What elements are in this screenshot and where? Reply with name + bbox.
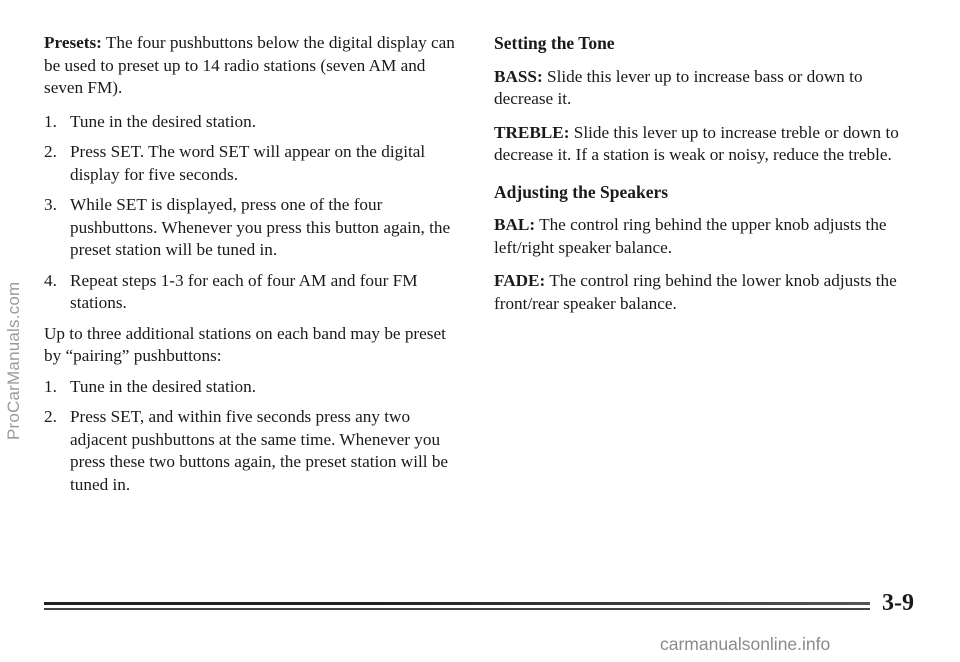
list-item <box>44 111 456 134</box>
list-number: 1. <box>44 376 57 396</box>
list-number: 1. <box>44 111 57 131</box>
list-item <box>44 194 456 262</box>
list-text: Tune in the desired station. <box>70 111 257 131</box>
fade-text: The control ring behind the lower knob adjusts the front/rear speaker balance. <box>494 271 897 313</box>
presets-label: Presets: <box>44 33 102 52</box>
list-text: While SET is displayed, press one of the four pushbuttons. Whenever you press this button again, the preset station will be tuned in. <box>70 195 451 259</box>
presets-text: The four pushbuttons below the digital display can be used to preset up to 14 radio stations (seven AM and seven FM). <box>44 33 455 97</box>
list-text: Press SET, and within five seconds press any two adjacent pushbuttons at the same time. Whenever you press these two buttons again, the preset station will be tuned in. <box>70 407 449 494</box>
bass-label: BASS: <box>494 66 543 86</box>
list-item <box>44 270 456 315</box>
list-number: 2. <box>44 407 57 426</box>
list-item <box>44 376 456 399</box>
list-number: 4. <box>44 270 57 290</box>
treble-text: Slide this lever up to increase treble or down to decrease it. If a station is weak or noisy, reduce the treble. <box>494 122 899 164</box>
list-text: Press SET. The word SET will appear on the digital display for five seconds. <box>70 142 426 184</box>
list-item <box>44 141 456 186</box>
page-number: 3-9 <box>882 590 914 616</box>
bass-text: Slide this lever up to increase bass or down to decrease it. <box>494 66 863 108</box>
footer-rule <box>44 602 870 616</box>
bal-label: BAL: <box>494 215 536 234</box>
fade-label: FADE: <box>494 271 546 290</box>
bass-paragraph <box>494 66 924 111</box>
list-number: 2. <box>44 142 57 161</box>
tone-heading: Setting the Tone <box>494 33 615 53</box>
treble-label: TREBLE: <box>494 122 570 142</box>
fade-paragraph <box>494 270 924 315</box>
treble-paragraph <box>494 122 924 167</box>
presets-paragraph <box>44 32 456 100</box>
left-column <box>44 32 456 504</box>
list-text: Tune in the desired station. <box>70 376 257 396</box>
footer-rule-thin <box>44 608 870 610</box>
right-column <box>494 32 924 326</box>
bal-text: The control ring behind the upper knob adjusts the left/right speaker balance. <box>494 215 887 257</box>
speakers-heading: Adjusting the Speakers <box>494 181 669 202</box>
pairing-intro: Up to three additional stations on each band may be preset by “pairing” pushbuttons: <box>44 323 446 365</box>
list-number: 3. <box>44 195 57 214</box>
side-watermark: ProCarManuals.com <box>4 281 23 440</box>
list-text: Repeat steps 1-3 for each of four AM and four FM stations. <box>70 270 418 312</box>
footer-rule-thick <box>44 602 870 605</box>
list-item <box>44 406 456 496</box>
footer-url: carmanualsonline.info <box>660 634 831 654</box>
bal-paragraph <box>494 214 924 259</box>
